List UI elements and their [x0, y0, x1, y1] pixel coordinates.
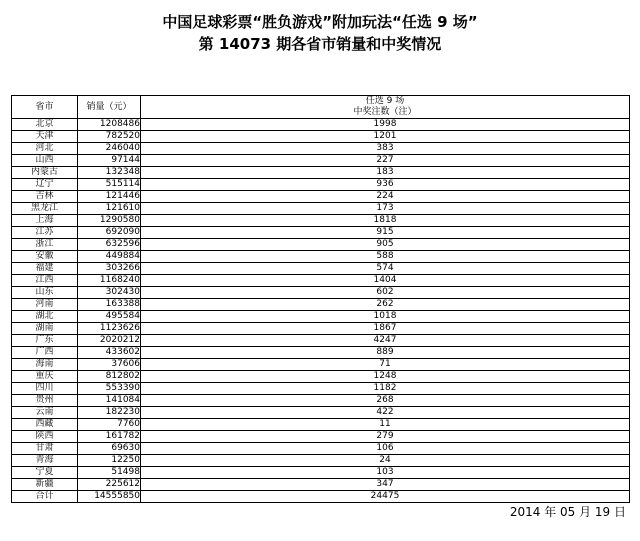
table-row — [12, 467, 630, 479]
province-cell: 内蒙古 — [12, 167, 78, 179]
province-cell: 云南 — [12, 407, 78, 419]
province-cell: 青海 — [12, 455, 78, 467]
header-wins-line2: 中奖注数（注） — [353, 107, 417, 117]
province-cell: 广西 — [12, 347, 78, 359]
wins-cell: 347 — [141, 479, 630, 491]
wins-cell: 602 — [141, 287, 630, 299]
table-row — [12, 407, 630, 419]
table-row — [12, 191, 630, 203]
wins-cell: 4247 — [141, 335, 630, 347]
wins-cell: 71 — [141, 359, 630, 371]
wins-cell: 262 — [141, 299, 630, 311]
province-cell: 陕西 — [12, 431, 78, 443]
province-cell: 广东 — [12, 335, 78, 347]
wins-cell: 24 — [141, 455, 630, 467]
sales-cell: 1168240 — [78, 275, 141, 287]
table-row — [12, 419, 630, 431]
table-row — [12, 155, 630, 167]
wins-cell: 936 — [141, 179, 630, 191]
wins-cell: 173 — [141, 203, 630, 215]
wins-cell: 106 — [141, 443, 630, 455]
table-row — [12, 323, 630, 335]
table-row — [12, 455, 630, 467]
sales-cell: 182230 — [78, 407, 141, 419]
province-cell: 新疆 — [12, 479, 78, 491]
sales-cell: 141084 — [78, 395, 141, 407]
header-wins — [141, 96, 630, 119]
table-row — [12, 311, 630, 323]
wins-cell: 588 — [141, 251, 630, 263]
wins-cell: 574 — [141, 263, 630, 275]
sales-cell: 812802 — [78, 371, 141, 383]
page-subtitle: 第 14073 期各省市销量和中奖情况 — [198, 35, 442, 53]
table-row — [12, 383, 630, 395]
wins-cell: 11 — [141, 419, 630, 431]
sales-cell: 7760 — [78, 419, 141, 431]
province-cell: 宁夏 — [12, 467, 78, 479]
province-cell: 湖北 — [12, 311, 78, 323]
province-cell: 河北 — [12, 143, 78, 155]
sales-cell: 433602 — [78, 347, 141, 359]
province-cell: 重庆 — [12, 371, 78, 383]
sales-cell: 302430 — [78, 287, 141, 299]
sales-cell: 132348 — [78, 167, 141, 179]
province-cell: 北京 — [12, 119, 78, 131]
province-cell: 湖南 — [12, 323, 78, 335]
wins-cell: 1998 — [141, 119, 630, 131]
wins-cell: 279 — [141, 431, 630, 443]
province-cell: 吉林 — [12, 191, 78, 203]
province-cell: 河南 — [12, 299, 78, 311]
table-row — [12, 335, 630, 347]
table-row — [12, 119, 630, 131]
sales-cell: 303266 — [78, 263, 141, 275]
header-sales: 销量（元） — [78, 96, 141, 119]
table-row — [12, 479, 630, 491]
sales-cell: 449884 — [78, 251, 141, 263]
table-row — [12, 251, 630, 263]
province-cell: 西藏 — [12, 419, 78, 431]
header-province: 省市 — [12, 96, 78, 119]
header-wins-line1: 任选 9 场 — [365, 96, 405, 106]
wins-cell: 1018 — [141, 311, 630, 323]
wins-cell: 1248 — [141, 371, 630, 383]
table-row — [12, 179, 630, 191]
table-header-row — [12, 96, 630, 119]
province-cell: 安徽 — [12, 251, 78, 263]
sales-cell: 246040 — [78, 143, 141, 155]
wins-cell: 227 — [141, 155, 630, 167]
table-row — [12, 299, 630, 311]
sales-cell: 1123626 — [78, 323, 141, 335]
wins-cell: 268 — [141, 395, 630, 407]
sales-cell: 553390 — [78, 383, 141, 395]
province-cell: 天津 — [12, 131, 78, 143]
sales-cell: 515114 — [78, 179, 141, 191]
province-cell: 黑龙江 — [12, 203, 78, 215]
table-row — [12, 347, 630, 359]
sales-cell: 1290580 — [78, 215, 141, 227]
table-row — [12, 239, 630, 251]
sales-cell: 51498 — [78, 467, 141, 479]
province-cell: 山东 — [12, 287, 78, 299]
wins-cell: 915 — [141, 227, 630, 239]
wins-cell: 224 — [141, 191, 630, 203]
province-cell: 合计 — [12, 491, 78, 503]
sales-cell: 37606 — [78, 359, 141, 371]
province-cell: 贵州 — [12, 395, 78, 407]
table-row — [12, 431, 630, 443]
sales-cell: 782520 — [78, 131, 141, 143]
table-row — [12, 215, 630, 227]
table-row — [12, 443, 630, 455]
table-row — [12, 491, 630, 503]
wins-cell: 1867 — [141, 323, 630, 335]
wins-cell: 1818 — [141, 215, 630, 227]
sales-cell: 632596 — [78, 239, 141, 251]
province-cell: 辽宁 — [12, 179, 78, 191]
province-cell: 海南 — [12, 359, 78, 371]
wins-cell: 183 — [141, 167, 630, 179]
province-cell: 上海 — [12, 215, 78, 227]
sales-cell: 163388 — [78, 299, 141, 311]
table-row — [12, 143, 630, 155]
table-row — [12, 263, 630, 275]
province-cell: 四川 — [12, 383, 78, 395]
province-cell: 江苏 — [12, 227, 78, 239]
province-cell: 甘肃 — [12, 443, 78, 455]
page-title: 中国足球彩票“胜负游戏”附加玩法“任选 9 场” — [162, 13, 478, 31]
table-row — [12, 287, 630, 299]
sales-cell: 97144 — [78, 155, 141, 167]
province-cell: 浙江 — [12, 239, 78, 251]
sales-cell: 12250 — [78, 455, 141, 467]
wins-cell: 1404 — [141, 275, 630, 287]
sales-cell: 69630 — [78, 443, 141, 455]
table-row — [12, 359, 630, 371]
table-row — [12, 131, 630, 143]
sales-cell: 161782 — [78, 431, 141, 443]
report-date: 2014 年 05 月 19 日 — [509, 505, 626, 519]
province-cell: 江西 — [12, 275, 78, 287]
sales-cell: 692090 — [78, 227, 141, 239]
table-row — [12, 275, 630, 287]
table-row — [12, 167, 630, 179]
wins-cell: 383 — [141, 143, 630, 155]
wins-cell: 103 — [141, 467, 630, 479]
province-cell: 山西 — [12, 155, 78, 167]
wins-cell: 905 — [141, 239, 630, 251]
table-row — [12, 371, 630, 383]
sales-cell: 121446 — [78, 191, 141, 203]
wins-cell: 1182 — [141, 383, 630, 395]
table-row — [12, 395, 630, 407]
sales-cell: 225612 — [78, 479, 141, 491]
sales-cell: 121610 — [78, 203, 141, 215]
sales-cell: 2020212 — [78, 335, 141, 347]
wins-cell: 1201 — [141, 131, 630, 143]
wins-cell: 889 — [141, 347, 630, 359]
sales-cell: 14555850 — [78, 491, 141, 503]
sales-table — [11, 95, 630, 503]
sales-cell: 1208486 — [78, 119, 141, 131]
wins-cell: 24475 — [141, 491, 630, 503]
sales-cell: 495584 — [78, 311, 141, 323]
province-cell: 福建 — [12, 263, 78, 275]
wins-cell: 422 — [141, 407, 630, 419]
table-row — [12, 227, 630, 239]
table-row — [12, 203, 630, 215]
